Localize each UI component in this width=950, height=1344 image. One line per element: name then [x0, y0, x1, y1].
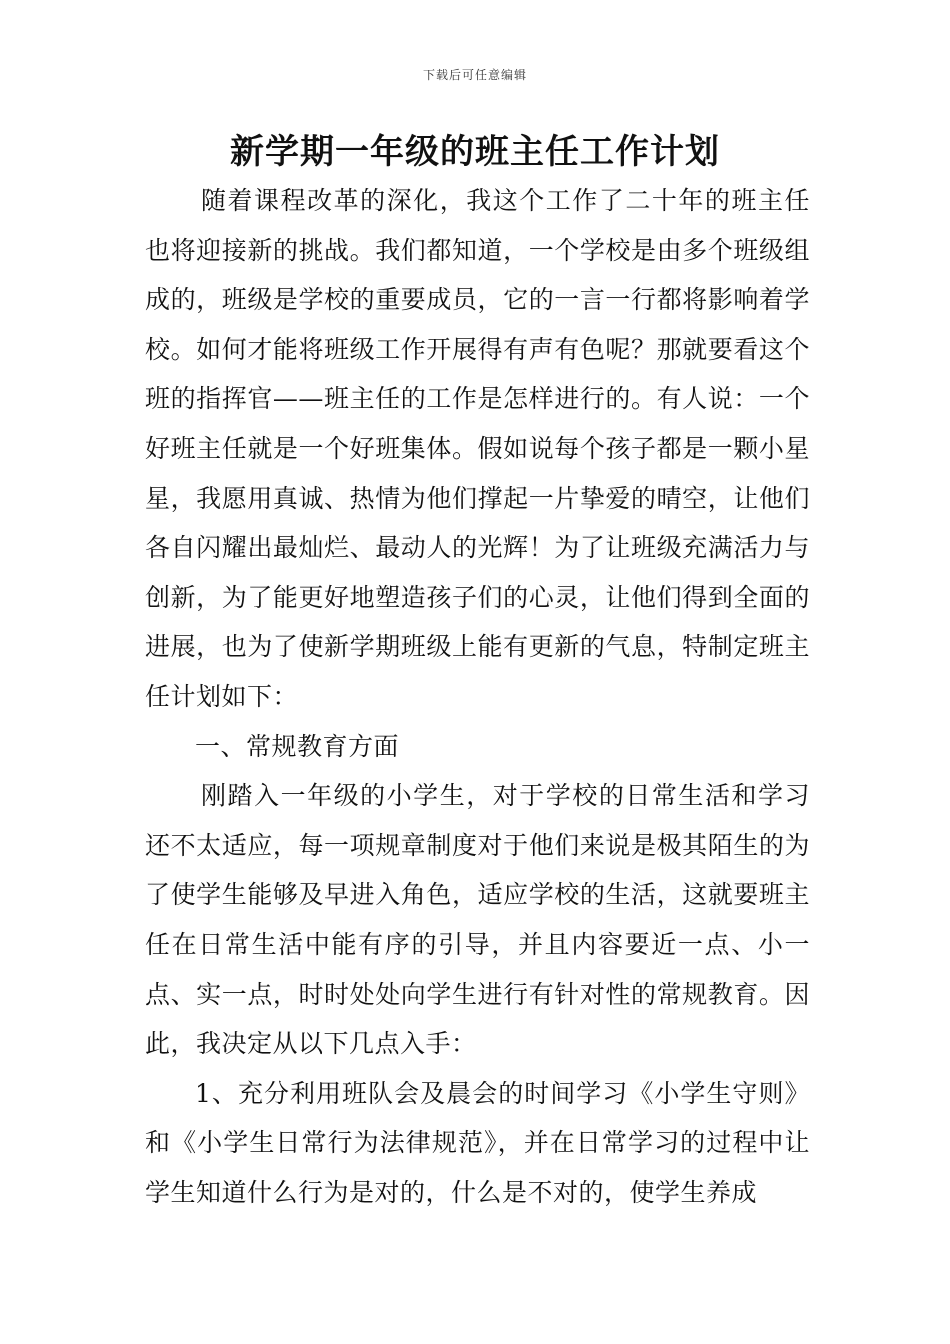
intro-paragraph: 随着课程改革的深化，我这个工作了二十年的班主任也将迎接新的挑战。我们都知道，一个学校是由多个班级组成的，班级是学校的重要成员，它的一言一行都将影响着学校。如何才能将班级工作开展得有声有色呢？那就要看这个班的指挥官——班主任的工作是怎样进行的。有人说：一个好班主任就是一个好班集体。假如说每个孩子都是一颗小星星，我愿用真诚、热情为他们撑起一片挚爱的晴空，让他们各自闪耀出最灿烂、最动人的光辉！为了让班级充满活力与创新，为了能更好地塑造孩子们的心灵，让他们得到全面的进展，也为了使新学期班级上能有更新的气息，特制定班主任计划如下： [145, 186, 810, 711]
header-note: 下载后可任意编辑 [422, 68, 527, 82]
routine-education-paragraph: 刚踏入一年级的小学生，对于学校的日常生活和学习还不太适应，每一项规章制度对于他们来说是极其陌生的为了使学生能够及早进入角色，适应学校的生活，这就要班主任在日常生活中能有序的引导，并且内容要近一点、小一点、实一点，时时处处向学生进行有针对性的常规教育。因此，我决定从以下几点入手： [145, 781, 810, 1059]
item-1-paragraph: 1、充分利用班队会及晨会的时间学习《小学生守则》和《小学生日常行为法律规范》，并在日常学习的过程中让学生知道什么行为是对的，什么是不对的，使学生养成 [145, 1078, 810, 1207]
document-title: 新学期一年级的班主任工作计划 [230, 132, 720, 172]
document-body [145, 176, 810, 1217]
section-heading: 一、常规教育方面 [195, 731, 400, 761]
